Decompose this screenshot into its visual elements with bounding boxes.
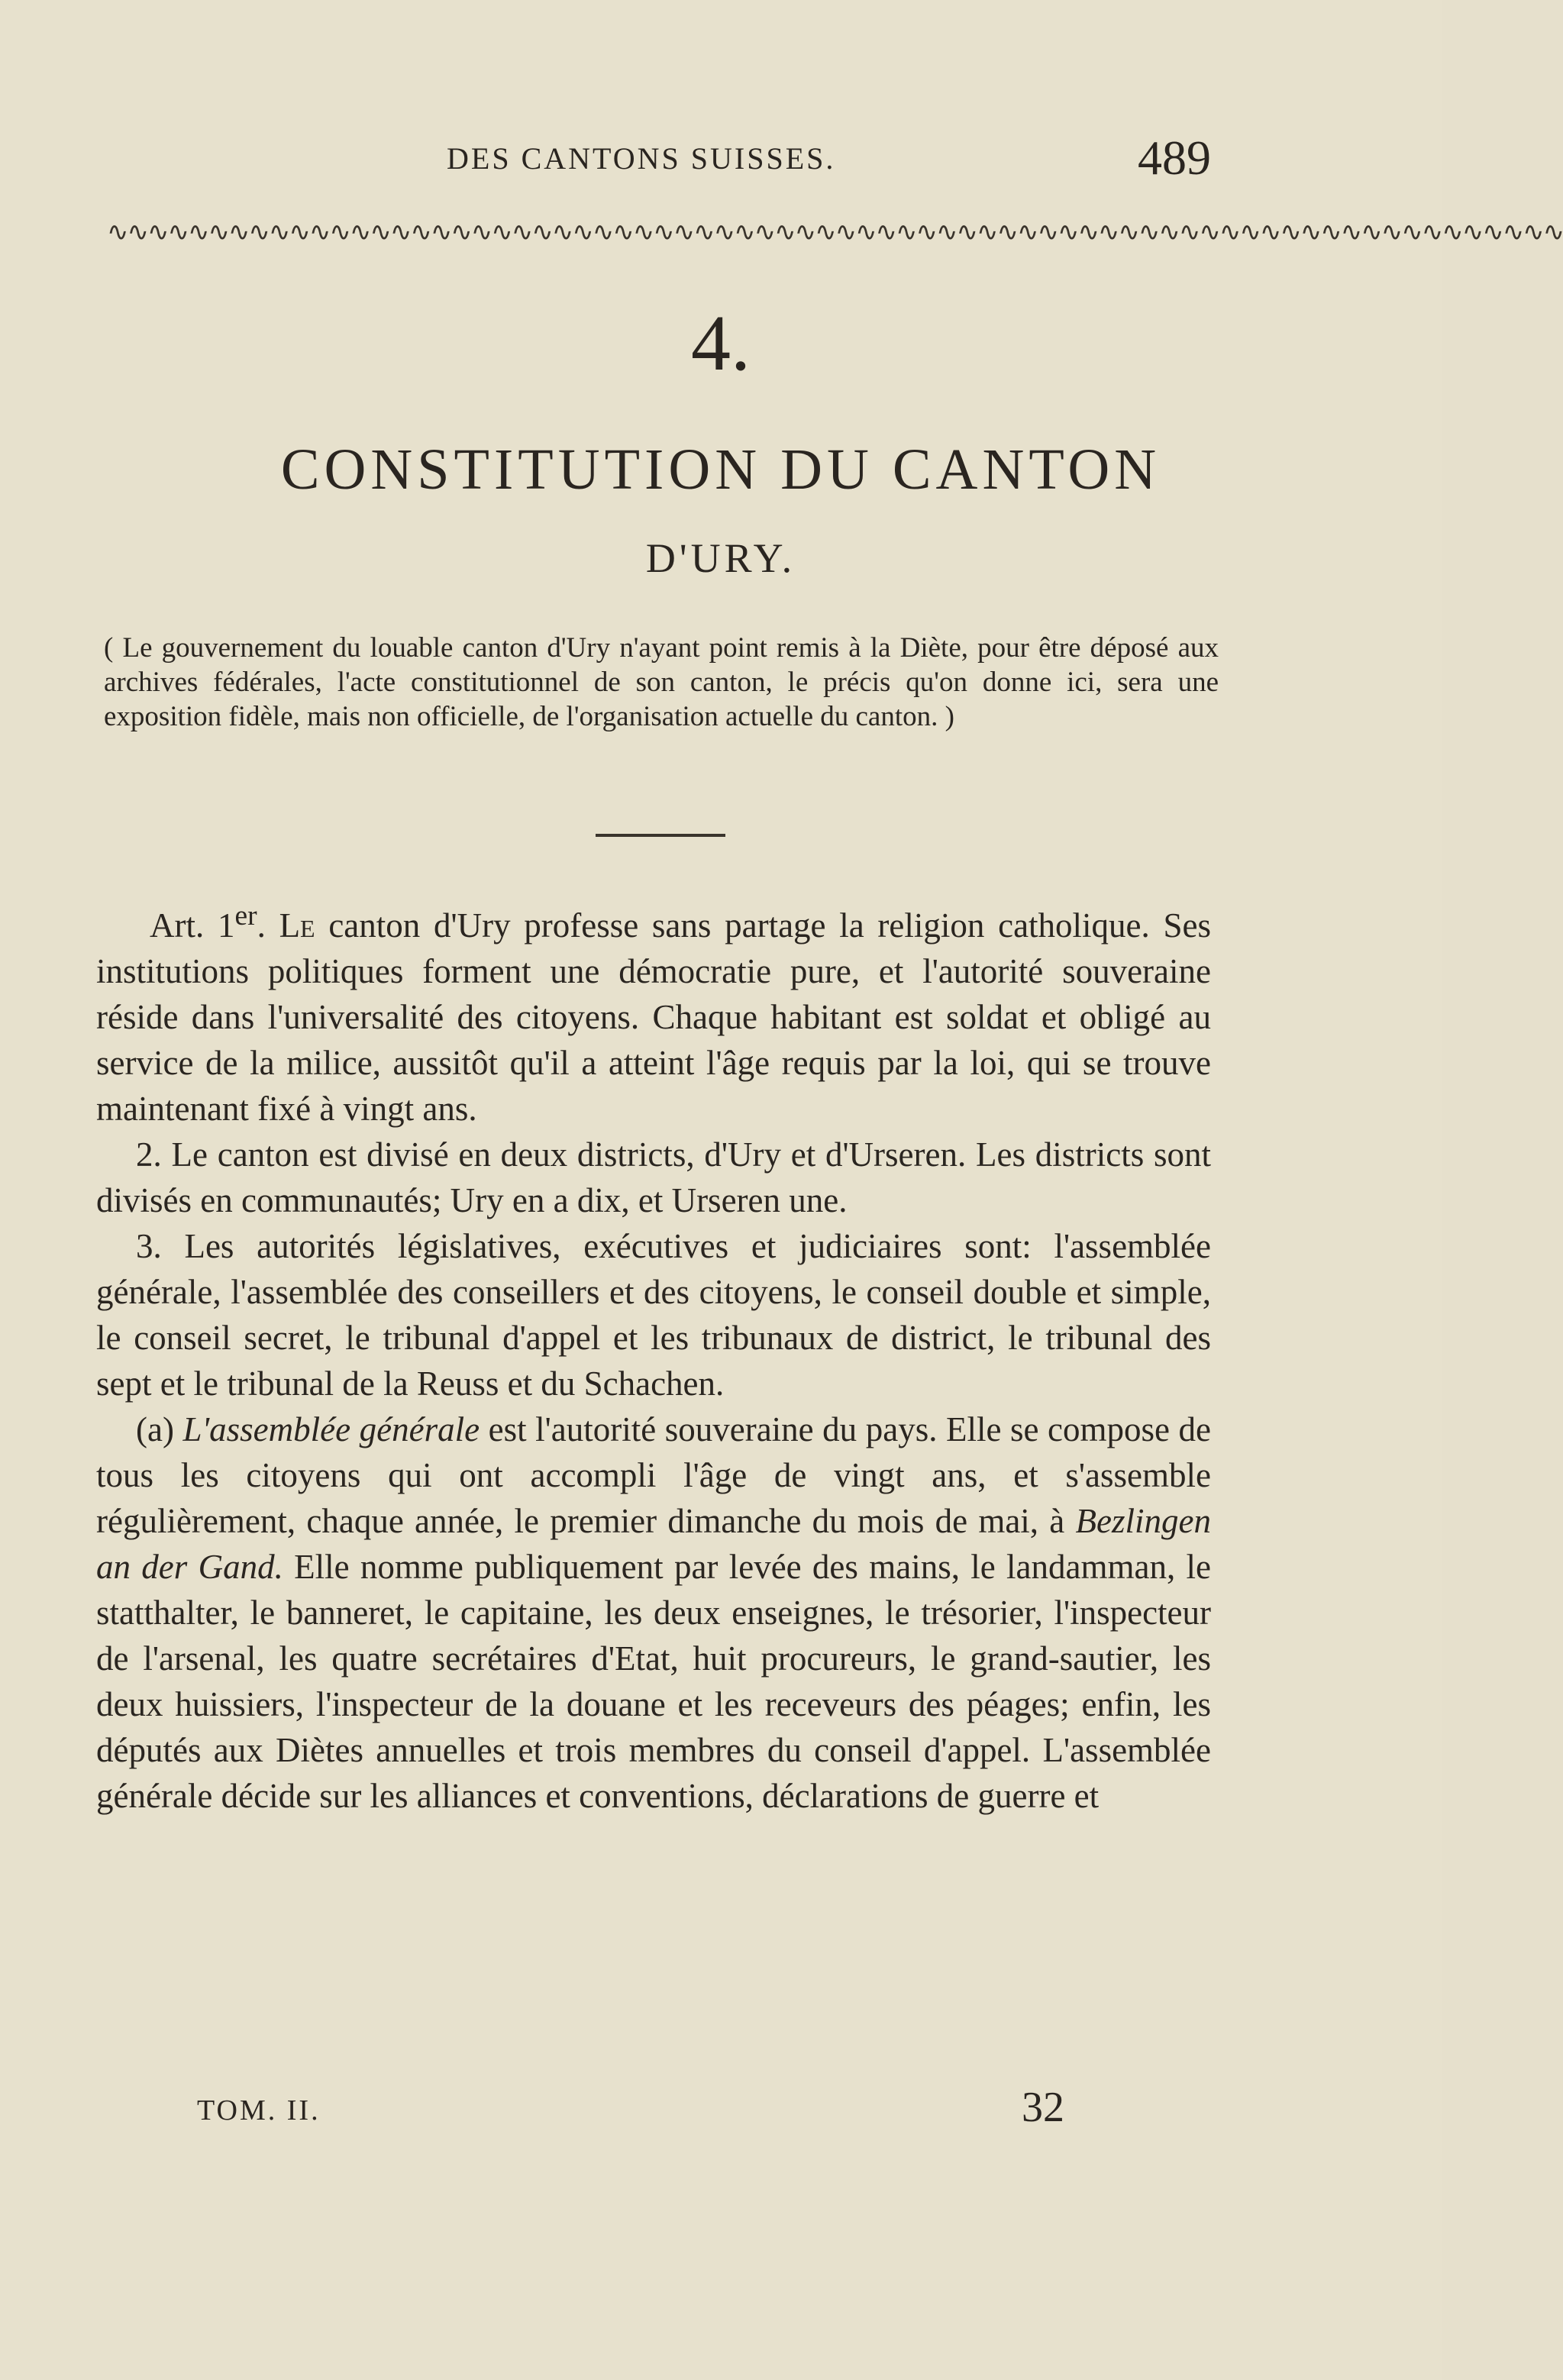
article-3a — [96, 1406, 1211, 1819]
running-head — [0, 130, 1442, 191]
article-1-smallcap: Le — [279, 906, 315, 945]
article-3a-text2: Elle nomme publiquement par levée des mains, le landamman, le statthalter, le banneret, le capitaine, les deux enseignes, le trésorier, l'inspecteur de l'arsenal, les quatre secrétaires d'Etat, huit procureurs, le grand-sautier, les deux huissiers, l'inspecteur de la douane et les receveurs des péages; enfin, les députés aux Diètes annuelles et trois membres du conseil d'appel. L'assemblée générale décide sur les alliances et conventions, déclarations de guerre et — [96, 1548, 1211, 1815]
article-1 — [96, 893, 1211, 1132]
article-1-label: Art. 1 — [150, 906, 235, 945]
article-3a-term: L'assemblée générale — [182, 1410, 480, 1448]
chapter-number: 4. — [691, 299, 751, 387]
article-3: 3. Les autorités législatives, exécutives et judiciaires sont: l'assemblée générale, l'assemblée des conseillers et des citoyens, le conseil double et simple, le conseil secret, le tribunal d'appel et les tribunaux de district, le tribunal des sept et le tribunal de la Reuss et du Schachen. — [96, 1227, 1211, 1403]
volume-label: TOM. II. — [197, 2094, 321, 2126]
article-3a-text1: est l'autorité souveraine du pays. Elle se compose de tous les citoyens qui ont accompli l'âge de vingt ans, et s'assemble régulièrement, chaque année, le premier dimanche du mois de mai, à — [96, 1410, 1211, 1540]
running-head-title: DES CANTONS SUISSES. — [447, 141, 836, 176]
page-number: 489 — [1138, 131, 1211, 185]
article-1-text: canton d'Ury professe sans partage la religion catholique. Ses institutions politiques forment une démocratie pure, et l'autorité souveraine réside dans l'universalité des citoyens. Chaque habitant est soldat et obligé au service de la milice, aussitôt qu'il a atteint l'âge requis par la loi, qui se trouve maintenant fixé à vingt ans. — [96, 906, 1211, 1128]
article-3a-marker: (a) — [136, 1410, 183, 1448]
page-subtitle: D'URY. — [645, 535, 796, 581]
page-title: CONSTITUTION DU CANTON — [280, 438, 1161, 502]
article-1-dot: . — [257, 906, 279, 945]
article-3a-place: Bezlingen an der Gand. — [96, 1502, 1211, 1586]
article-1-sup: er — [234, 900, 257, 932]
main-text — [96, 893, 1211, 1819]
signature-mark: 32 — [1022, 2084, 1064, 2131]
article-2: 2. Le canton est divisé en deux districts, d'Ury et d'Urseren. Les districts sont divisés en communautés; Ury en a dix, et Urseren une. — [96, 1135, 1211, 1219]
section-divider — [596, 834, 725, 837]
ornamental-rule: ∿∿∿∿∿∿∿∿∿∿∿∿∿∿∿∿∿∿∿∿∿∿∿∿∿∿∿∿∿∿∿∿∿∿∿∿∿∿∿∿∿∿∿∿∿∿∿∿∿∿∿∿∿∿∿∿∿∿∿∿∿∿∿∿∿∿∿∿∿∿∿∿ — [107, 218, 1563, 247]
page-footer — [0, 2083, 1442, 2136]
editorial-note: ( Le gouvernement du louable canton d'Ury n'ayant point remis à la Diète, pour être déposé aux archives fédérales, l'acte constitutionnel de son canton, le précis qu'on donne ici, sera une exposition fidèle, mais non officielle, de l'organisation actuelle du canton. ) — [104, 632, 1219, 732]
